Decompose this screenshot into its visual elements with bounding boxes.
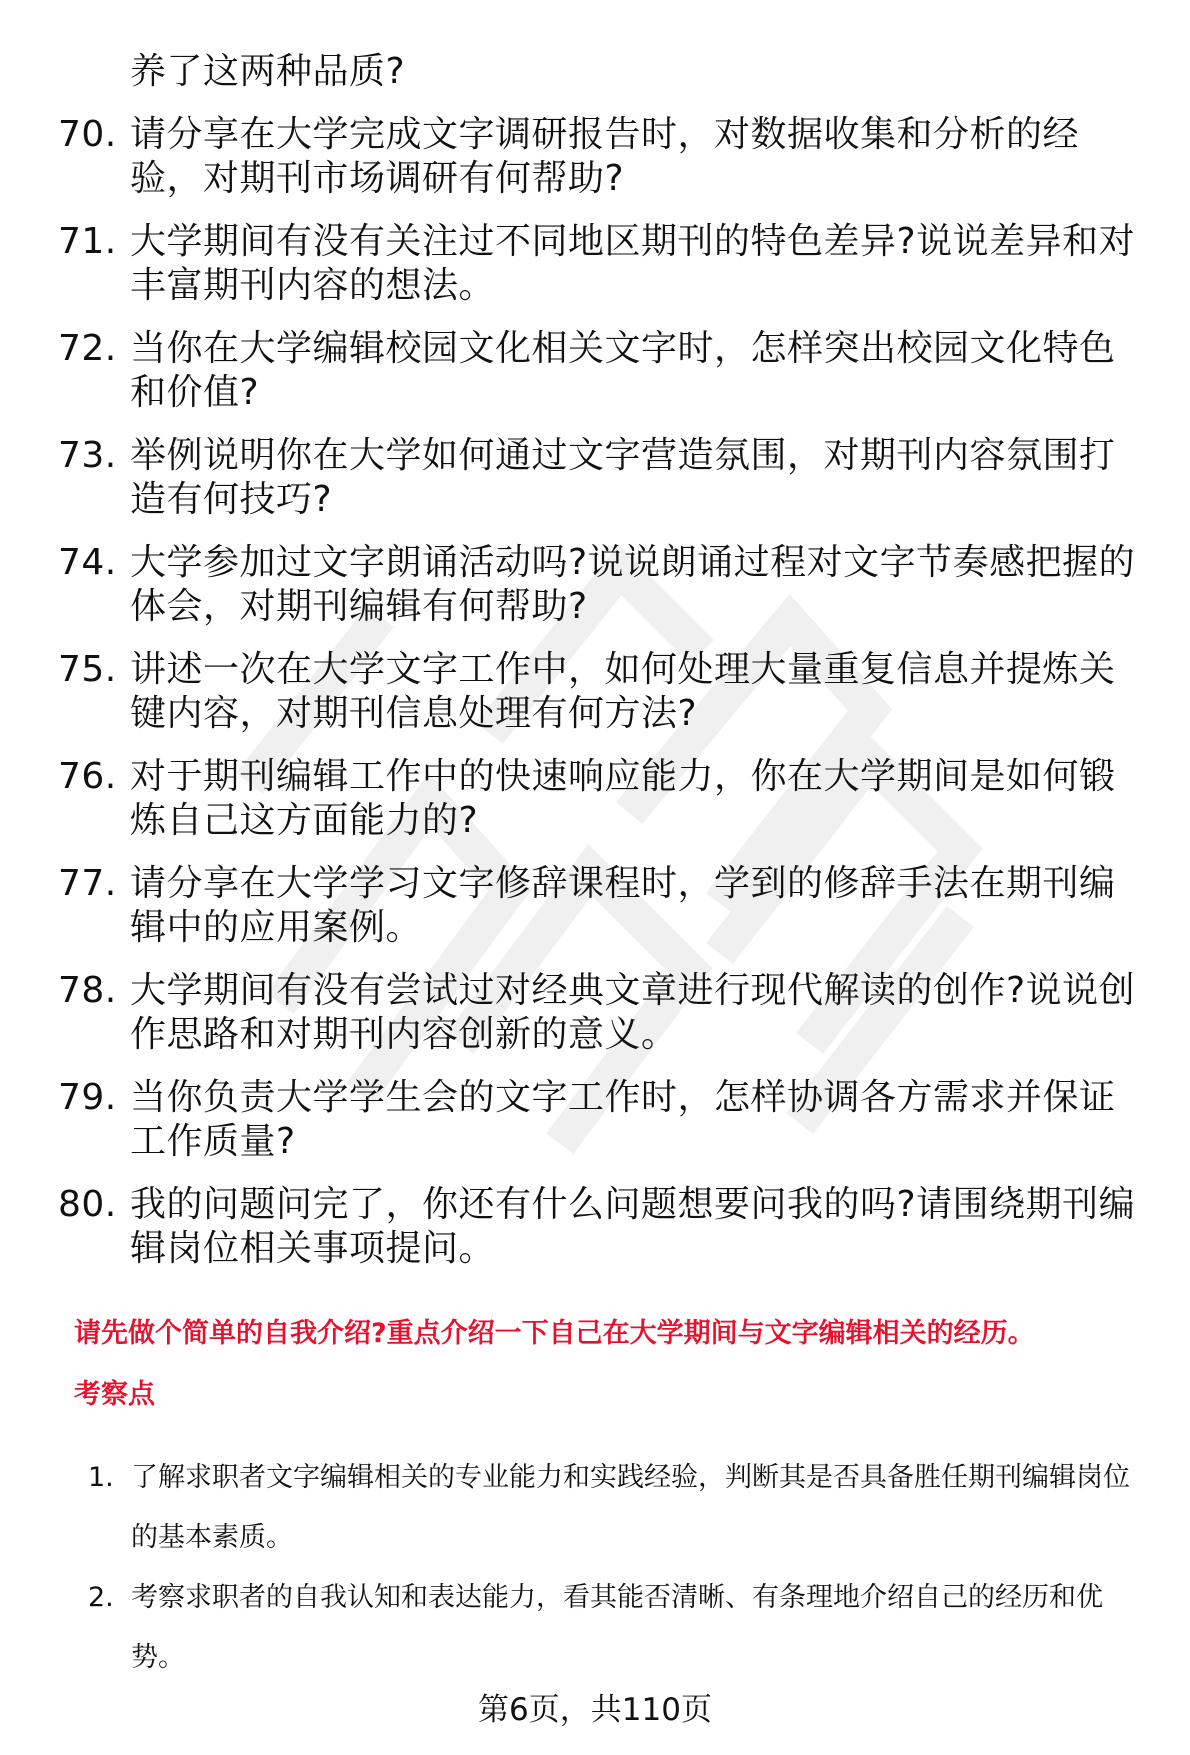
question-item xyxy=(0,862,1190,950)
question-text: 举例说明你在大学如何通过文字营造氛围，对期刊内容氛围打造有何技巧? xyxy=(130,435,1116,520)
question-text: 大学参加过文字朗诵活动吗?说说朗诵过程对文字节奏感把握的体会，对期刊编辑有何帮助? xyxy=(130,542,1136,627)
question-number: 72. xyxy=(58,328,117,369)
question-text: 讲述一次在大学文字工作中，如何处理大量重复信息并提炼关键内容，对期刊信息处理有何方法? xyxy=(130,649,1116,734)
assessment-points-list xyxy=(0,1448,1190,1688)
question-list xyxy=(0,50,1190,1290)
point-number: 1. xyxy=(88,1462,114,1493)
question-text: 当你负责大学学生会的文字工作时，怎样协调各方需求并保证工作质量? xyxy=(130,1077,1116,1162)
point-text: 了解求职者文字编辑相关的专业能力和实践经验，判断其是否具备胜任期刊编辑岗位的基本素质。 xyxy=(131,1462,1130,1553)
question-text: 大学期间有没有尝试过对经典文章进行现代解读的创作?说说创作思路和对期刊内容创新的意义。 xyxy=(130,970,1136,1055)
question-number: 75. xyxy=(58,649,117,690)
question-item xyxy=(0,1076,1190,1164)
question-number: 71. xyxy=(58,221,117,262)
question-number: 77. xyxy=(58,863,117,904)
question-text: 养了这两种品质? xyxy=(130,51,406,92)
section-label-assessment-points: 考察点 xyxy=(74,1379,155,1410)
question-number: 80. xyxy=(58,1184,117,1225)
question-number: 74. xyxy=(58,542,117,583)
question-text: 请分享在大学学习文字修辞课程时，学到的修辞手法在期刊编辑中的应用案例。 xyxy=(130,863,1116,948)
question-text: 大学期间有没有关注过不同地区期刊的特色差异?说说差异和对丰富期刊内容的想法。 xyxy=(130,221,1136,306)
point-number: 2. xyxy=(88,1582,114,1613)
question-item xyxy=(0,755,1190,843)
featured-question: 请先做个简单的自我介绍?重点介绍一下自己在大学期间与文字编辑相关的经历。 xyxy=(74,1318,1035,1349)
question-item xyxy=(0,969,1190,1057)
assessment-point xyxy=(0,1568,1190,1688)
point-text: 考察求职者的自我认知和表达能力，看其能否清晰、有条理地介绍自己的经历和优势。 xyxy=(131,1582,1103,1673)
page-footer: 第6页，共110页 xyxy=(478,1692,712,1728)
question-text: 当你在大学编辑校园文化相关文字时，怎样突出校园文化特色和价值? xyxy=(130,328,1116,413)
question-number: 79. xyxy=(58,1077,117,1118)
question-item xyxy=(0,1183,1190,1271)
question-text: 对于期刊编辑工作中的快速响应能力，你在大学期间是如何锻炼自己这方面能力的? xyxy=(130,756,1116,841)
question-item xyxy=(0,327,1190,415)
question-item xyxy=(0,648,1190,736)
question-item xyxy=(0,434,1190,522)
question-number: 73. xyxy=(58,435,117,476)
assessment-point xyxy=(0,1448,1190,1568)
question-text: 请分享在大学完成文字调研报告时，对数据收集和分析的经验，对期刊市场调研有何帮助? xyxy=(130,114,1080,199)
question-item xyxy=(0,50,1190,94)
question-number: 70. xyxy=(58,114,117,155)
question-item xyxy=(0,220,1190,308)
question-text: 我的问题问完了，你还有什么问题想要问我的吗?请围绕期刊编辑岗位相关事项提问。 xyxy=(130,1184,1136,1269)
question-number: 78. xyxy=(58,970,117,1011)
question-number: 76. xyxy=(58,756,117,797)
question-item xyxy=(0,541,1190,629)
question-item xyxy=(0,113,1190,201)
